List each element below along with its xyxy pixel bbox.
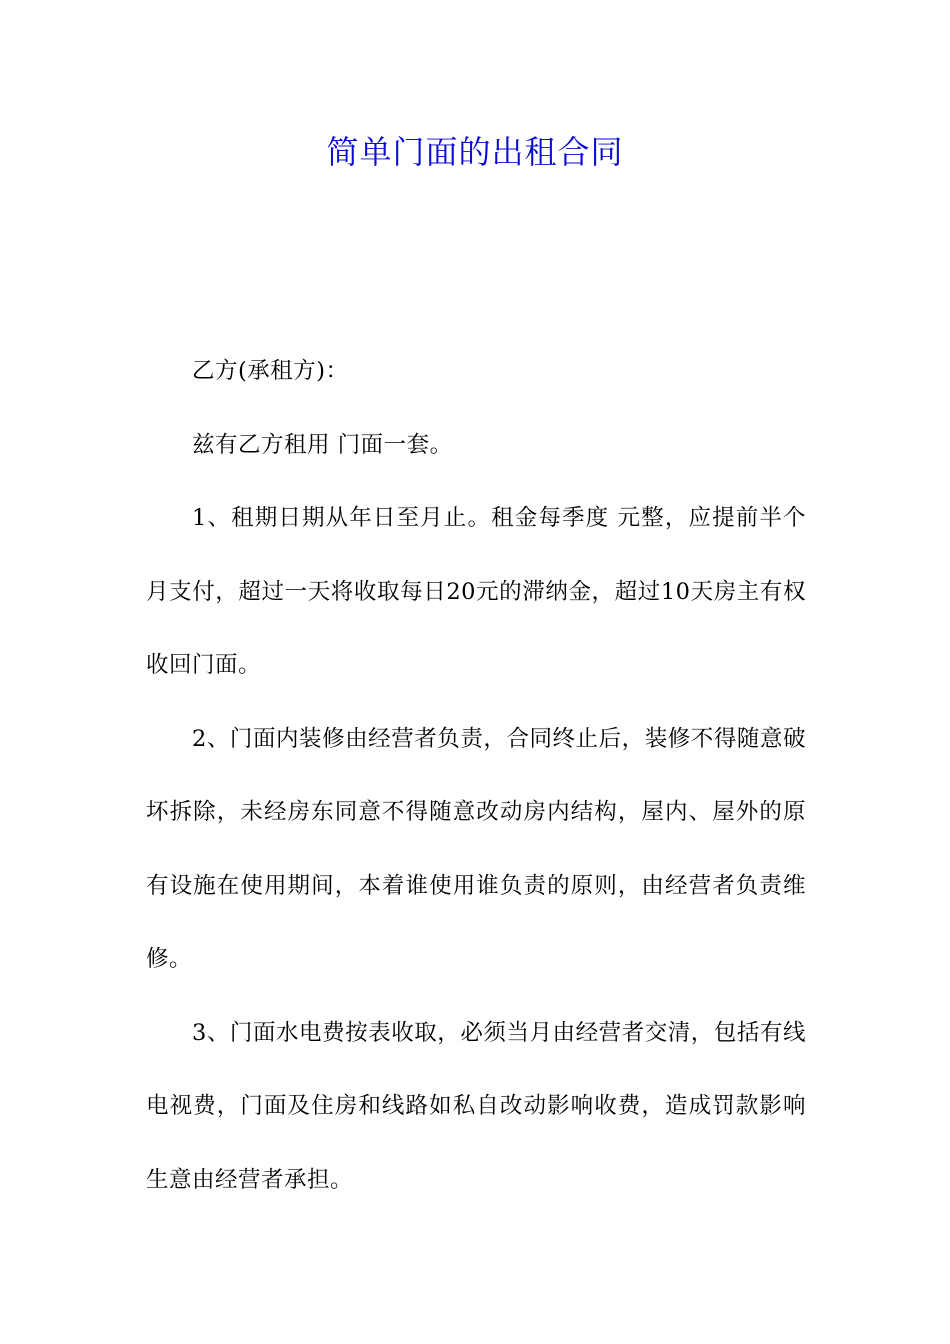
- document-title: 简单门面的出租合同: [326, 133, 624, 171]
- document-body: [146, 335, 806, 1217]
- paragraph-party-b: 乙方(承租方)：: [192, 358, 349, 384]
- paragraph-clause-1: 1、租期日期从年日至月止。租金每季度 元整，应提前半个月支付，超过一天将收取每日20元的滞纳金，超过10天房主有权收回门面。: [146, 505, 806, 678]
- paragraph-clause-2: 2、门面内装修由经营者负责，合同终止后，装修不得随意破坏拆除，未经房东同意不得随意改动房内结构，屋内、屋外的原有设施在使用期间，本着谁使用谁负责的原则，由经营者负责维修。: [146, 725, 806, 972]
- paragraph-intro: 兹有乙方租用 门面一套。: [192, 431, 453, 458]
- paragraph-clause-3: 3、门面水电费按表收取，必须当月由经营者交清，包括有线电视费，门面及住房和线路如私自改动影响收费，造成罚款影响生意由经营者承担。: [146, 1019, 806, 1193]
